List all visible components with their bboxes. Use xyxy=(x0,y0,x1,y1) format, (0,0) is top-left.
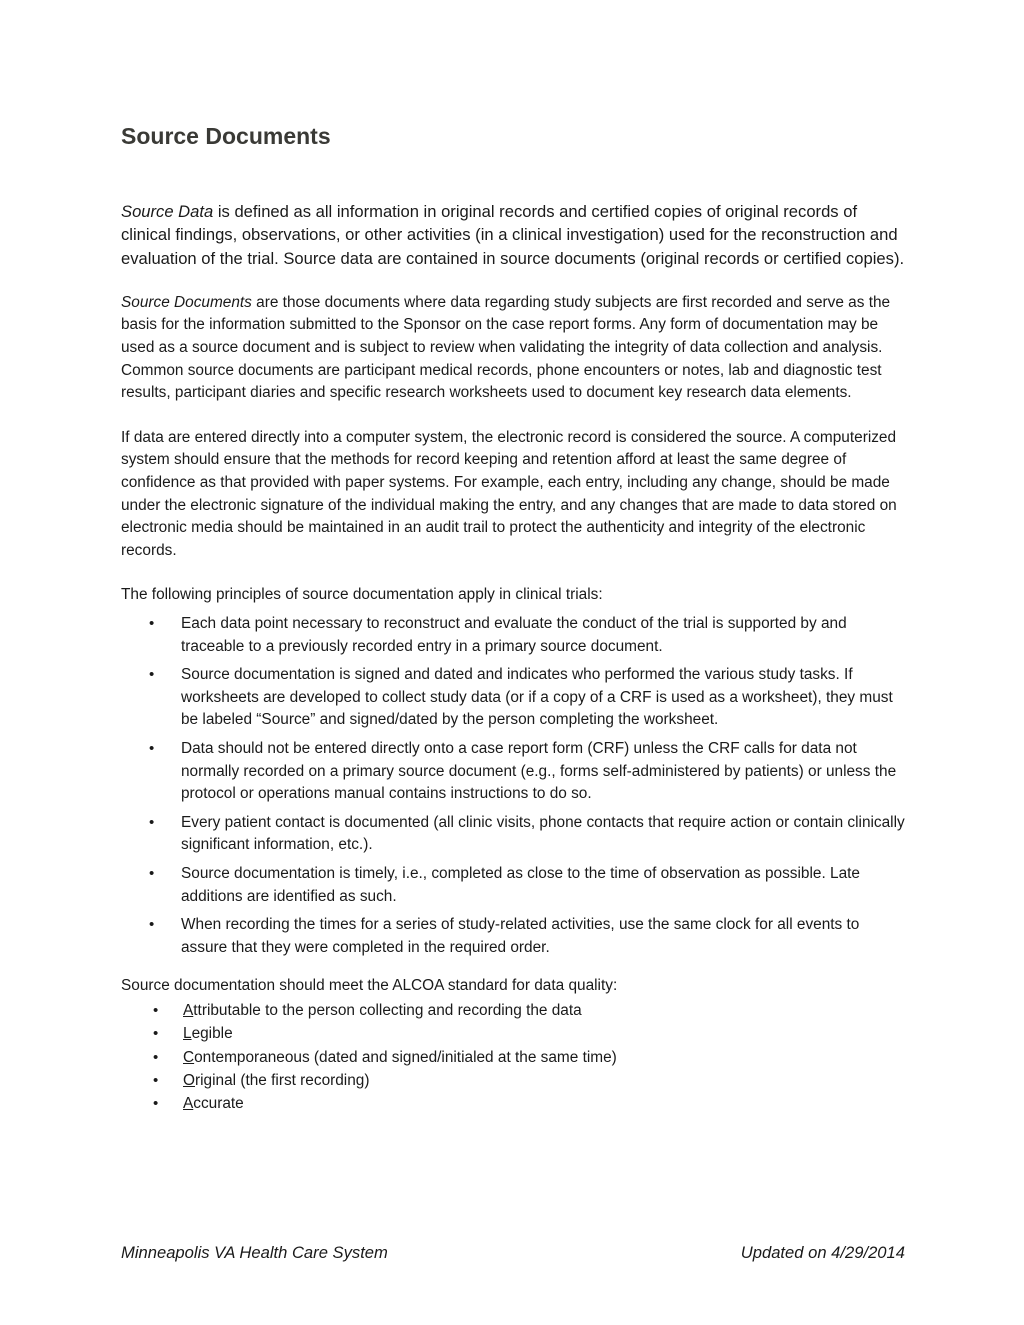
bullet-icon: • xyxy=(153,1095,159,1113)
alcoa-letter: A xyxy=(183,1001,194,1019)
list-item-text: Each data point necessary to reconstruct and evaluate the conduct of the trial is supported by and traceable to a previously recorded entry in a primary source document. xyxy=(181,615,847,655)
bullet-icon: • xyxy=(149,916,155,934)
bullet-icon: • xyxy=(149,615,155,633)
bullet-icon: • xyxy=(153,1025,159,1043)
page-footer xyxy=(121,1241,905,1265)
source-documents-definition: are those documents where data regarding study subjects are first recorded and serve as the basis for the information submitted to the Sponsor on the case report forms. Any form of documentation may be used as a source document and is subject to review when validating the integrity of data collection and analysis. Common source documents are participant medical records, phone encounters or notes, lab and diagnostic test results, participant diaries and specific research worksheets used to document key research data elements. xyxy=(121,293,891,402)
list-item xyxy=(121,1022,907,1045)
list-item-text: Every patient contact is documented (all clinic visits, phone contacts that require action or contain clinically significant information, etc.). xyxy=(181,813,905,854)
alcoa-letter: C xyxy=(183,1048,195,1066)
bullet-icon: • xyxy=(153,1071,159,1089)
footer-organization: Minneapolis VA Health Care System xyxy=(121,1243,388,1262)
bullet-icon: • xyxy=(149,666,155,684)
list-item xyxy=(121,914,907,959)
list-item xyxy=(121,1092,907,1115)
bullet-icon: • xyxy=(153,1048,159,1066)
alcoa-text: ontemporaneous (dated and signed/initialed at the same time) xyxy=(194,1048,617,1066)
source-documents-paragraph xyxy=(121,292,907,405)
alcoa-section xyxy=(121,975,907,1115)
principles-list xyxy=(121,613,907,959)
list-item xyxy=(121,738,907,806)
bullet-icon: • xyxy=(149,813,155,831)
list-item-text: Source documentation is signed and dated and indicates who performed the various study tasks. If worksheets are developed to collect study data (or if a copy of a CRF is used as a worksheet), they must be labeled “Source” and signed/dated by the person completing the worksheet. xyxy=(181,666,893,729)
source-data-term: Source Data xyxy=(121,202,214,221)
source-data-paragraph xyxy=(121,200,907,270)
alcoa-text: ttributable to the person collecting and recording the data xyxy=(193,1001,582,1019)
alcoa-letter: A xyxy=(183,1095,194,1113)
electronic-record-paragraph xyxy=(121,427,907,563)
list-item xyxy=(121,999,907,1022)
list-item-text: Data should not be entered directly onto a case report form (CRF) unless the CRF calls for data not normally recorded on a primary source document (e.g., forms self-administered by patients) or unless the protocol or operations manual contains instructions to do so. xyxy=(181,739,897,803)
alcoa-letter: L xyxy=(183,1025,192,1043)
alcoa-list xyxy=(121,999,907,1115)
list-item xyxy=(121,1046,907,1069)
alcoa-text: ccurate xyxy=(193,1095,244,1113)
list-item-text: When recording the times for a series of study-related activities, use the same clock for all events to assure that they were completed in the required order. xyxy=(181,916,860,956)
alcoa-lead: Source documentation should meet the ALCOA standard for data quality: xyxy=(121,977,618,995)
alcoa-text: riginal (the first recording) xyxy=(194,1071,370,1089)
alcoa-text: egible xyxy=(191,1025,233,1043)
page-title: Source Documents xyxy=(121,123,331,149)
electronic-record-text: If data are entered directly into a computer system, the electronic record is considered the source. A computerized system should ensure that the methods for record keeping and retention afford at least the same degree of confidence as that provided with paper systems. For example, each entry, including any change, should be made under the electronic signature of the individual making the entry, and any changes that are made to data stored on electronic media should be maintained in an audit trail to protect the authenticity and integrity of the electronic records. xyxy=(121,428,897,559)
bullet-icon: • xyxy=(149,864,155,882)
footer-updated-date: Updated on 4/29/2014 xyxy=(740,1243,905,1262)
document-page xyxy=(121,118,907,1115)
list-item xyxy=(121,1069,907,1092)
source-data-definition: is defined as all information in original records and certified copies of original records of clinical findings, observations, or other activities (in a clinical investigation) used for the reconstruction and evaluation of the trial. Source data are contained in source documents (original records or certified copies). xyxy=(121,202,905,268)
list-item-text: Source documentation is timely, i.e., completed as close to the time of observation as possible. Late additions are identified as such. xyxy=(181,864,860,905)
principles-section xyxy=(121,584,907,959)
bullet-icon: • xyxy=(153,1001,159,1019)
source-documents-term: Source Documents xyxy=(121,293,252,311)
list-item xyxy=(121,863,907,908)
alcoa-letter: O xyxy=(183,1071,195,1089)
list-item xyxy=(121,664,907,732)
bullet-icon: • xyxy=(149,739,155,757)
list-item xyxy=(121,613,907,658)
list-item xyxy=(121,812,907,857)
principles-lead: The following principles of source documentation apply in clinical trials: xyxy=(121,586,603,604)
